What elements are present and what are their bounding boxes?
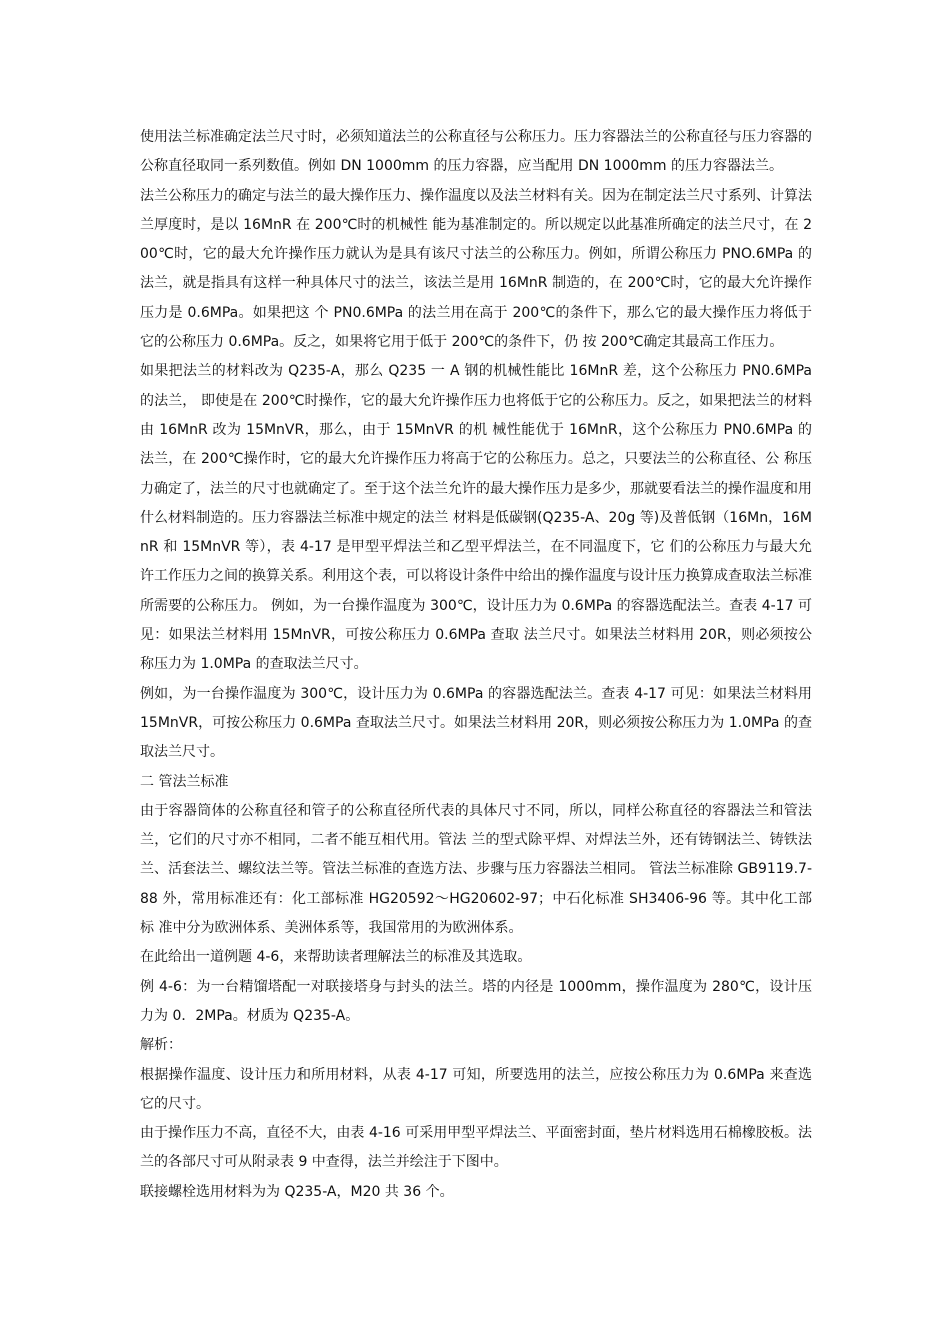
paragraph-pipe-flange: 由于容器筒体的公称直径和管子的公称直径所代表的具体尺寸不同，所以，同样公称直径的容器法兰和管法兰，它们的尺寸亦不相同，二者不能互相代用。管法 兰的型式除平焊、对焊法兰外，还有铸钢法兰、铸铁法兰、活套法兰、螺纹法兰等。管法兰标准的查选方法、步骤与压力容器法兰相同。 管法兰标准除 GB9119.7-88 外，常用标准还有：化工部标准 HG20592～HG20602-97；中石化标准 SH3406-96 等。其中化工部标 准中分为欧洲体系、美洲体系等，我国常用的为欧洲体系。 — [140, 802, 812, 937]
paragraph-example-intro: 在此给出一道例题 4-6，来帮助读者理解法兰的标准及其选取。 — [140, 949, 532, 966]
paragraph-analysis-2: 由于操作压力不高，直径不大，由表 4-16 可采用甲型平焊法兰、平面密封面，垫片材料选用石棉橡胶板。法兰的各部尺寸可从附录表 9 中查得，法兰并绘注于下图中。 — [140, 1125, 812, 1171]
paragraph-material-change: 如果把法兰的材料改为 Q235-A，那么 Q235 一 A 钢的机械性能比 16MnR 差，这个公称压力 PN0.6MPa 的法兰， 即使是在 200℃时操作，它的最大允许操作压力也将低于它的公称压力。反之，如果把法兰的材料由 16MnR 改为 15MnVR，那么，由于 15MnVR 的机 械性能优于 16MnR，这个公称压力 PN0.6MPa 的法兰，在 200℃操作时，它的最大允许操作压力将高于它的公称压力。总之，只要法兰的公称直径、公 称压力确定了，法兰的尺寸也就确定了。至于这个法兰允许的最大操作压力是多少，那就要看法兰的操作温度和用什么材料制造的。压力容器法兰标准中规定的法兰 材料是低碳钢(Q235-A、20g 等)及普低钢（16Mn，16MnR 和 15MnVR 等），表 4-17 是甲型平焊法兰和乙型平焊法兰，在不同温度下，它 们的公称压力与最大允许工作压力之间的换算关系。利用这个表，可以将设计条件中给出的操作温度与设计压力换算成查取法兰标准所需要的公称压力。 例如，为一台操作温度为 300℃，设计压力为 0.6MPa 的容器选配法兰。查表 4-17 可见：如果法兰材料用 15MnVR，可按公称压力 0.6MPa 查取 法兰尺寸。如果法兰材料用 20R，则必须按公称压力为 1.0MPa 的查取法兰尺寸。 — [140, 363, 812, 673]
paragraph-example-4-6: 例 4-6：为一台精馏塔配一对联接塔身与封头的法兰。塔的内径是 1000mm，操作温度为 280℃，设计压力为 0．2MPa。材质为 Q235-A。 — [140, 978, 812, 1024]
paragraph-analysis-3: 联接螺栓选用材料为为 Q235-A，M20 共 36 个。 — [140, 1183, 454, 1200]
document-body — [140, 123, 812, 1207]
paragraph-analysis-label: 解析： — [140, 1037, 182, 1054]
section-heading: 二 管法兰标准 — [140, 773, 229, 790]
paragraph-analysis-1: 根据操作温度、设计压力和所用材料，从表 4-17 可知，所要选用的法兰，应按公称压力为 0.6MPa 来查选它的尺寸。 — [140, 1066, 812, 1112]
paragraph-example: 例如，为一台操作温度为 300℃，设计压力为 0.6MPa 的容器选配法兰。查表 4-17 可见：如果法兰材料用 15MnVR，可按公称压力 0.6MPa 查取法兰尺寸。如果法兰材料用 20R，则必须按公称压力为 1.0MPa 的查取法兰尺寸。 — [140, 685, 812, 761]
paragraph-nominal-pressure: 法兰公称压力的确定与法兰的最大操作压力、操作温度以及法兰材料有关。因为在制定法兰尺寸系列、计算法兰厚度时，是以 16MnR 在 200℃时的机械性 能为基准制定的。所以规定以此基准所确定的法兰尺寸，在 200℃时，它的最大允许操作压力就认为是具有该尺寸法兰的公称压力。例如，所谓公称压力 PNO.6MPa 的法兰，就是指具有这样一种具体尺寸的法兰，该法兰是用 16MnR 制造的，在 200℃时，它的最大允许操作压力是 0.6MPa。如果把这 个 PN0.6MPa 的法兰用在高于 200℃的条件下，那么它的最大操作压力将低于它的公称压力 0.6MPa。反之，如果将它用于低于 200℃的条件下，仍 按 200℃确定其最高工作压力。 — [140, 187, 812, 351]
paragraph-intro: 使用法兰标准确定法兰尺寸时，必须知道法兰的公称直径与公称压力。压力容器法兰的公称直径与压力容器的公称直径取同一系列数值。例如 DN 1000mm 的压力容器，应当配用 DN 1000mm 的压力容器法兰。 — [140, 129, 812, 175]
